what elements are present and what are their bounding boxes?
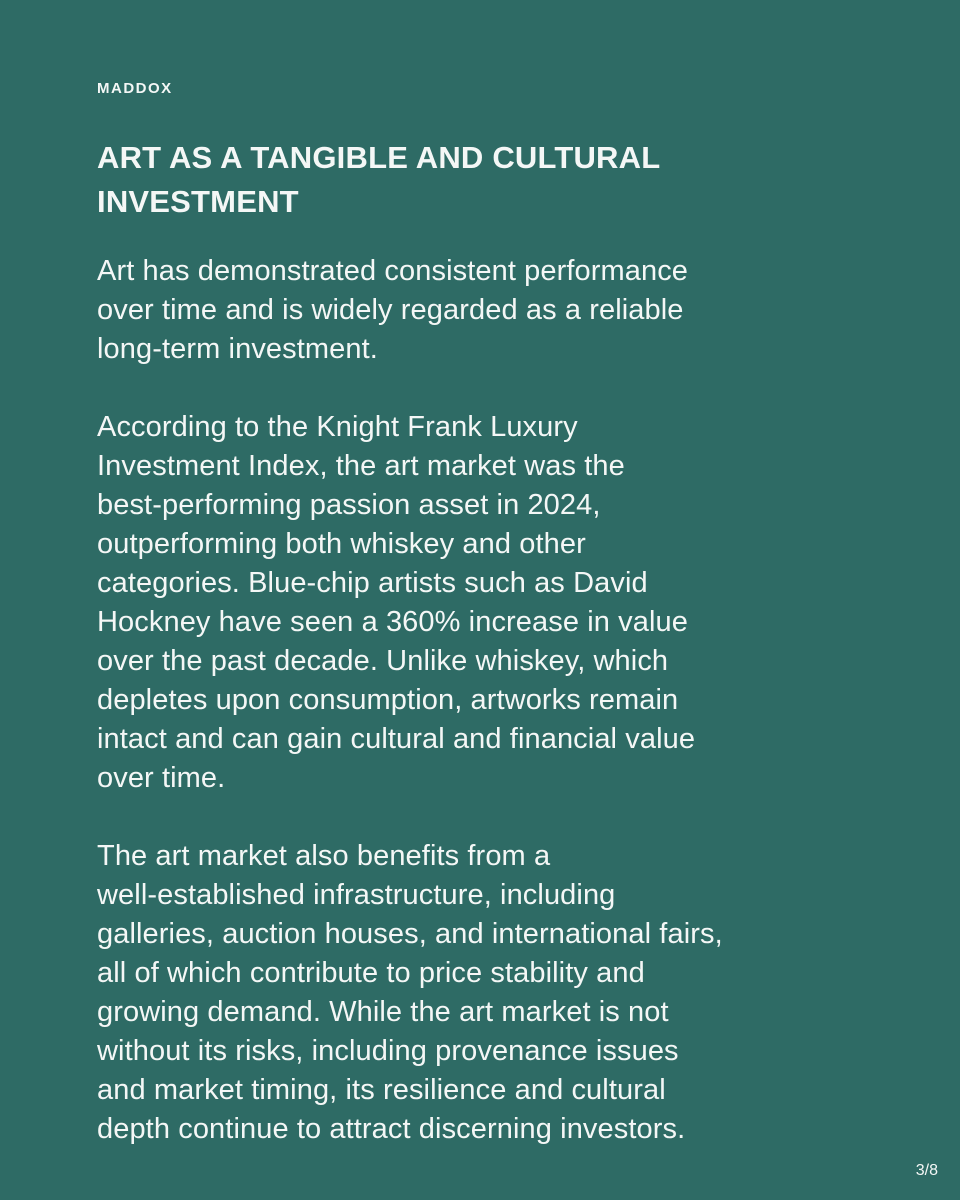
paragraph-market-infrastructure: The art market also benefits from a well-established infrastructure, including galleries, auction houses, and international fairs, all of which contribute to price stability and growing demand. While the art market is not without its risks, including provenance issues and market timing, its resilience and cultural depth continue to attract discerning investors. [97,840,723,1145]
page-title: ART AS A TANGIBLE AND CULTURAL INVESTMENT [97,140,661,219]
slide-page [97,0,887,1200]
paragraph-intro: Art has demonstrated consistent performance over time and is widely regarded as a reliable long-term investment. [97,255,689,365]
paragraph-index-performance: According to the Knight Frank Luxury Investment Index, the art market was the best-performing passion asset in 2024, outperforming both whiskey and other categories. Blue-chip artists such as David Hockney have seen a 360% increase in value over the past decade. Unlike whiskey, which depletes upon consumption, artworks remain intact and can gain cultural and financial value over time. [97,411,696,794]
brand-label: MADDOX [97,80,173,97]
article-body [97,252,887,1188]
page-indicator: 3/8 [915,1162,938,1179]
